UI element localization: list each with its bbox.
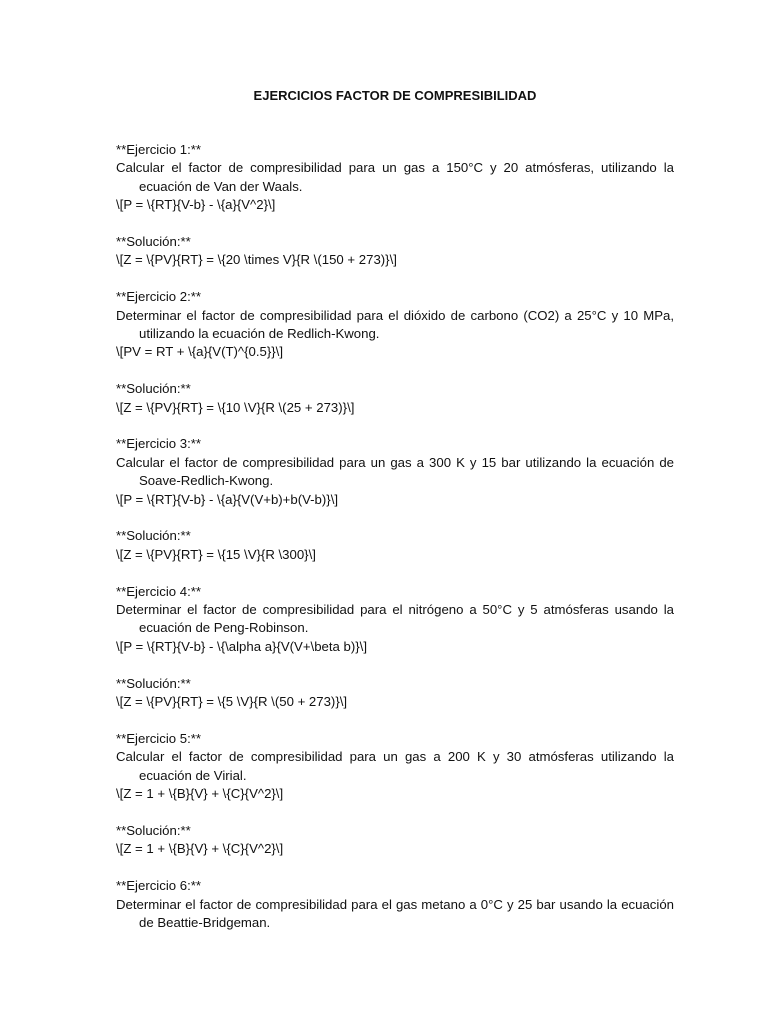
- exercise-heading: **Ejercicio 6:**: [116, 878, 202, 894]
- exercise-heading: **Ejercicio 3:**: [116, 436, 202, 452]
- solution-heading: **Solución:**: [116, 528, 191, 544]
- exercise-formula: \[P = \{RT}{V-b} - \{a}{V^2}\]: [116, 197, 276, 213]
- solution-formula: \[Z = \{PV}{RT} = \{5 \V}{R \(50 + 273)}\]: [116, 694, 348, 710]
- solution-4: [116, 675, 674, 712]
- exercise-heading: **Ejercicio 2:**: [116, 289, 202, 305]
- exercise-formula: \[P = \{RT}{V-b} - \{\alpha a}{V(V+\beta b)}\]: [116, 638, 367, 654]
- solution-1: [116, 233, 674, 270]
- exercise-5: [116, 730, 674, 804]
- exercise-heading: **Ejercicio 4:**: [116, 583, 202, 599]
- solution-heading: **Solución:**: [116, 822, 191, 838]
- exercise-heading: **Ejercicio 1:**: [116, 142, 202, 157]
- exercise-4: [116, 583, 674, 657]
- solution-heading: **Solución:**: [116, 675, 191, 691]
- exercise-statement: Determinar el factor de compresibilidad para el nitrógeno a 50°C y 5 atmósferas usando la ecuación de Peng-Robinson.: [116, 602, 674, 636]
- solution-formula: \[Z = \{PV}{RT} = \{15 \V}{R \300}\]: [116, 546, 316, 562]
- exercise-6: [116, 877, 674, 932]
- solution-5: [116, 822, 674, 859]
- exercise-statement: Calcular el factor de compresibilidad para un gas a 300 K y 15 bar utilizando la ecuación de Soave-Redlich-Kwong.: [116, 454, 674, 489]
- exercise-statement: Determinar el factor de compresibilidad para el dióxido de carbono (CO2) a 25°C y 10 MPa, utilizando la ecuación de Redlich-Kwong.: [116, 307, 674, 342]
- document-body: [116, 141, 674, 951]
- exercise-statement: Calcular el factor de compresibilidad para un gas a 150°C y 20 atmósferas, utilizando la ecuación de Van der Waals.: [116, 160, 674, 194]
- page-title: EJERCICIOS FACTOR DE COMPRESIBILIDAD: [253, 88, 537, 103]
- solution-2: [116, 380, 674, 417]
- exercise-formula: \[PV = RT + \{a}{V(T)^{0.5}}\]: [116, 344, 283, 360]
- exercise-statement: Calcular el factor de compresibilidad para un gas a 200 K y 30 atmósferas utilizando la ecuación de Virial.: [116, 749, 674, 783]
- solution-heading: **Solución:**: [116, 234, 191, 250]
- exercise-formula: \[P = \{RT}{V-b} - \{a}{V(V+b)+b(V-b)}\]: [116, 491, 339, 507]
- exercise-formula: \[Z = 1 + \{B}{V} + \{C}{V^2}\]: [116, 786, 284, 802]
- solution-3: [116, 527, 674, 564]
- exercise-statement: Determinar el factor de compresibilidad para el gas metano a 0°C y 25 bar usando la ecuación de Beattie-Bridgeman.: [116, 896, 674, 930]
- exercise-3: [116, 435, 674, 509]
- exercise-1: [116, 141, 674, 215]
- exercise-heading: **Ejercicio 5:**: [116, 730, 202, 746]
- solution-formula: \[Z = 1 + \{B}{V} + \{C}{V^2}\]: [116, 841, 284, 857]
- exercise-2: [116, 288, 674, 362]
- solution-heading: **Solución:**: [116, 381, 191, 397]
- solution-formula: \[Z = \{PV}{RT} = \{10 \V}{R \(25 + 273)}\]: [116, 399, 355, 415]
- solution-formula: \[Z = \{PV}{RT} = \{20 \times V}{R \(150 + 273)}\]: [116, 252, 397, 268]
